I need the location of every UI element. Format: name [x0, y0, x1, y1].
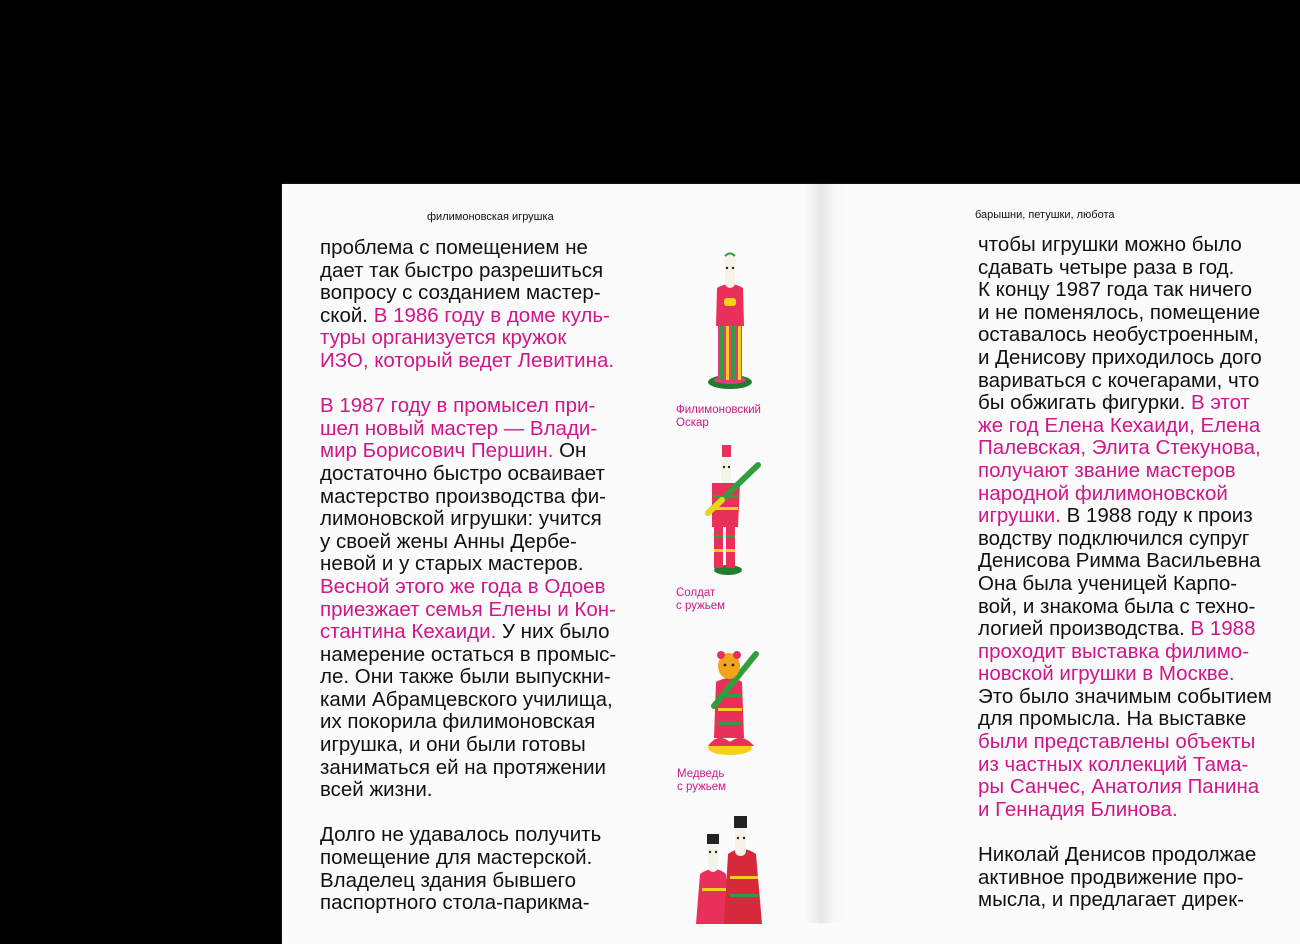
body-text: достаточно быстро осваивает — [320, 461, 605, 485]
text-line — [978, 347, 1272, 370]
text-line — [320, 847, 616, 870]
bear-figurine-icon — [702, 646, 762, 758]
text-line — [978, 686, 1272, 709]
body-text: невой и у старых мастеров. — [320, 552, 584, 576]
text-line — [320, 870, 616, 893]
text-line — [978, 370, 1272, 393]
body-text: Николай Денисов продолжае — [978, 843, 1257, 867]
body-text: К концу 1987 года так ничего — [978, 278, 1253, 302]
text-line — [320, 418, 616, 441]
text-line — [978, 505, 1272, 528]
body-text: вой, и знакома была с техно- — [978, 594, 1256, 618]
body-text: чтобы игрушки можно было — [978, 233, 1242, 256]
highlight-text: В 1986 году в доме куль- — [373, 303, 610, 327]
right-body-text — [978, 234, 1272, 912]
oscar-figurine-icon — [700, 248, 760, 393]
body-text: мысла, и предлагает дирек- — [978, 888, 1244, 912]
body-text: и не поменялось, помещение — [978, 300, 1261, 324]
body-text: Это было значимым событием — [978, 684, 1272, 708]
text-line — [978, 754, 1272, 777]
highlight-text: шел новый мастер — Влади- — [320, 416, 598, 440]
body-text: для промысла. На выставке — [978, 707, 1247, 731]
body-text: и Денисову приходилось дого — [978, 345, 1262, 369]
body-text: проблема с помещением не — [320, 236, 588, 259]
body-text: У них было — [496, 620, 610, 644]
caption-soldier: Солдат с ружьем — [676, 587, 726, 612]
body-text: мастерство производства фи- — [320, 484, 606, 508]
couple-figurine-icon — [690, 814, 770, 924]
text-line — [978, 528, 1272, 551]
body-text: намерение остаться в промыс- — [320, 642, 617, 666]
body-text: В 1988 году к произ — [1060, 504, 1253, 528]
body-text: ской. — [320, 303, 374, 327]
caption-oscar: Филимоновский Оскар — [676, 404, 761, 429]
text-line — [978, 844, 1272, 867]
body-text: бы обжигать фигурки. — [978, 391, 1192, 415]
highlight-text: В 1987 году в промысел при- — [320, 394, 596, 418]
body-text: Она была ученицей Карпо- — [978, 571, 1238, 595]
text-line — [978, 867, 1272, 890]
text-line — [978, 663, 1272, 686]
body-text: ками Абрамцевского училища, — [320, 687, 613, 711]
highlight-text: из частных коллекций Тама- — [978, 752, 1249, 776]
text-line — [320, 644, 616, 667]
text-line — [320, 350, 616, 373]
body-text: ле. Они также были выпускни- — [320, 665, 611, 689]
highlight-text: ры Санчес, Анатолия Панина — [978, 775, 1260, 799]
text-line — [320, 689, 616, 712]
body-text: логией производства. — [978, 617, 1191, 641]
text-line — [320, 395, 616, 418]
text-line — [320, 463, 616, 486]
text-line — [320, 779, 616, 802]
caption-bear: Медведь с ружьем — [677, 768, 727, 793]
text-line — [978, 550, 1272, 573]
body-text: вопросу с созданием мастер- — [320, 281, 601, 305]
text-line — [320, 892, 616, 915]
text-line — [320, 734, 616, 757]
highlight-text: игрушки. — [978, 504, 1061, 528]
body-text: вариваться с кочегарами, что — [978, 368, 1260, 392]
text-line — [978, 234, 1272, 257]
highlight-text: же год Елена Кехаиди, Елена — [978, 413, 1261, 437]
body-text: оставалось необустроенным, — [978, 323, 1259, 347]
text-line — [978, 437, 1272, 460]
highlight-text: получают звание мастеров — [978, 458, 1236, 482]
body-text: Владелец здания бывшего — [320, 868, 577, 892]
body-text: паспортного стола-парикма- — [320, 891, 590, 915]
text-line — [978, 392, 1272, 415]
text-line — [320, 508, 616, 531]
body-text: Он — [553, 439, 587, 463]
text-line — [978, 889, 1272, 912]
body-text: лимоновской игрушки: учится — [320, 507, 602, 531]
text-line — [320, 666, 616, 689]
text-line — [320, 327, 616, 350]
text-line — [320, 711, 616, 734]
body-text: Денисова Римма Васильевна — [978, 549, 1261, 573]
text-line — [978, 799, 1272, 822]
text-line — [320, 621, 616, 644]
highlight-text: мир Борисович Першин. — [320, 439, 554, 463]
body-text: у своей жены Анны Дербе- — [320, 529, 577, 553]
text-line — [978, 415, 1272, 438]
text-line — [978, 483, 1272, 506]
text-line — [978, 257, 1272, 280]
highlight-text: стантина Кехаиди. — [320, 620, 497, 644]
highlight-text: новской игрушки в Москве. — [978, 662, 1235, 686]
highlight-text: проходит выставка филимо- — [978, 639, 1250, 663]
highlight-text: приезжает семья Елены и Кон- — [320, 597, 616, 621]
soldier-figurine-icon — [700, 443, 764, 578]
text-line — [320, 486, 616, 509]
left-running-head: филимоновская игрушка — [427, 211, 554, 223]
highlight-text: Весной этого же года в Одоев — [320, 574, 606, 598]
text-line — [978, 324, 1272, 347]
text-line — [978, 776, 1272, 799]
body-text: всей жизни. — [320, 778, 433, 802]
text-line — [978, 618, 1272, 641]
text-line — [320, 824, 616, 847]
text-line — [320, 757, 616, 780]
text-line — [320, 237, 616, 260]
body-text: сдавать четыре раза в год. — [978, 255, 1235, 279]
text-line — [320, 440, 616, 463]
text-line — [978, 460, 1272, 483]
text-line — [320, 599, 616, 622]
text-line — [320, 260, 616, 283]
text-line — [978, 279, 1272, 302]
highlight-text: ИЗО, который ведет Левитина. — [320, 348, 615, 372]
text-line — [320, 802, 616, 825]
text-line — [978, 573, 1272, 596]
body-text: помещение для мастерской. — [320, 846, 593, 870]
left-body-text — [320, 237, 616, 915]
highlight-text: народной филимоновской — [978, 481, 1228, 505]
text-line — [978, 821, 1272, 844]
body-text: дает так быстро разрешиться — [320, 258, 604, 282]
page-gutter — [805, 183, 845, 923]
text-line — [978, 596, 1272, 619]
text-line — [320, 576, 616, 599]
highlight-text: Палевская, Элита Стекунова, — [978, 436, 1261, 460]
text-line — [320, 553, 616, 576]
body-text: игрушка, и они были готовы — [320, 733, 586, 757]
highlight-text: В этот — [1191, 391, 1250, 415]
text-line — [320, 305, 616, 328]
highlight-text: В 1988 — [1190, 617, 1256, 641]
body-text: активное продвижение про- — [978, 865, 1244, 889]
text-line — [320, 373, 616, 396]
body-text: водству подключился супруг — [978, 526, 1250, 550]
highlight-text: и Геннадия Блинова. — [978, 797, 1178, 821]
body-text: их покорила филимоновская — [320, 710, 596, 734]
text-line — [320, 531, 616, 554]
right-running-head: барышни, петушки, любота — [975, 209, 1115, 221]
highlight-text: туры организуется кружок — [320, 326, 567, 350]
text-line — [978, 302, 1272, 325]
text-line — [978, 731, 1272, 754]
body-text: Долго не удавалось получить — [320, 823, 602, 847]
body-text: заниматься ей на протяжении — [320, 755, 606, 779]
text-line — [320, 282, 616, 305]
highlight-text: были представлены объекты — [978, 730, 1256, 754]
text-line — [978, 641, 1272, 664]
text-line — [978, 708, 1272, 731]
